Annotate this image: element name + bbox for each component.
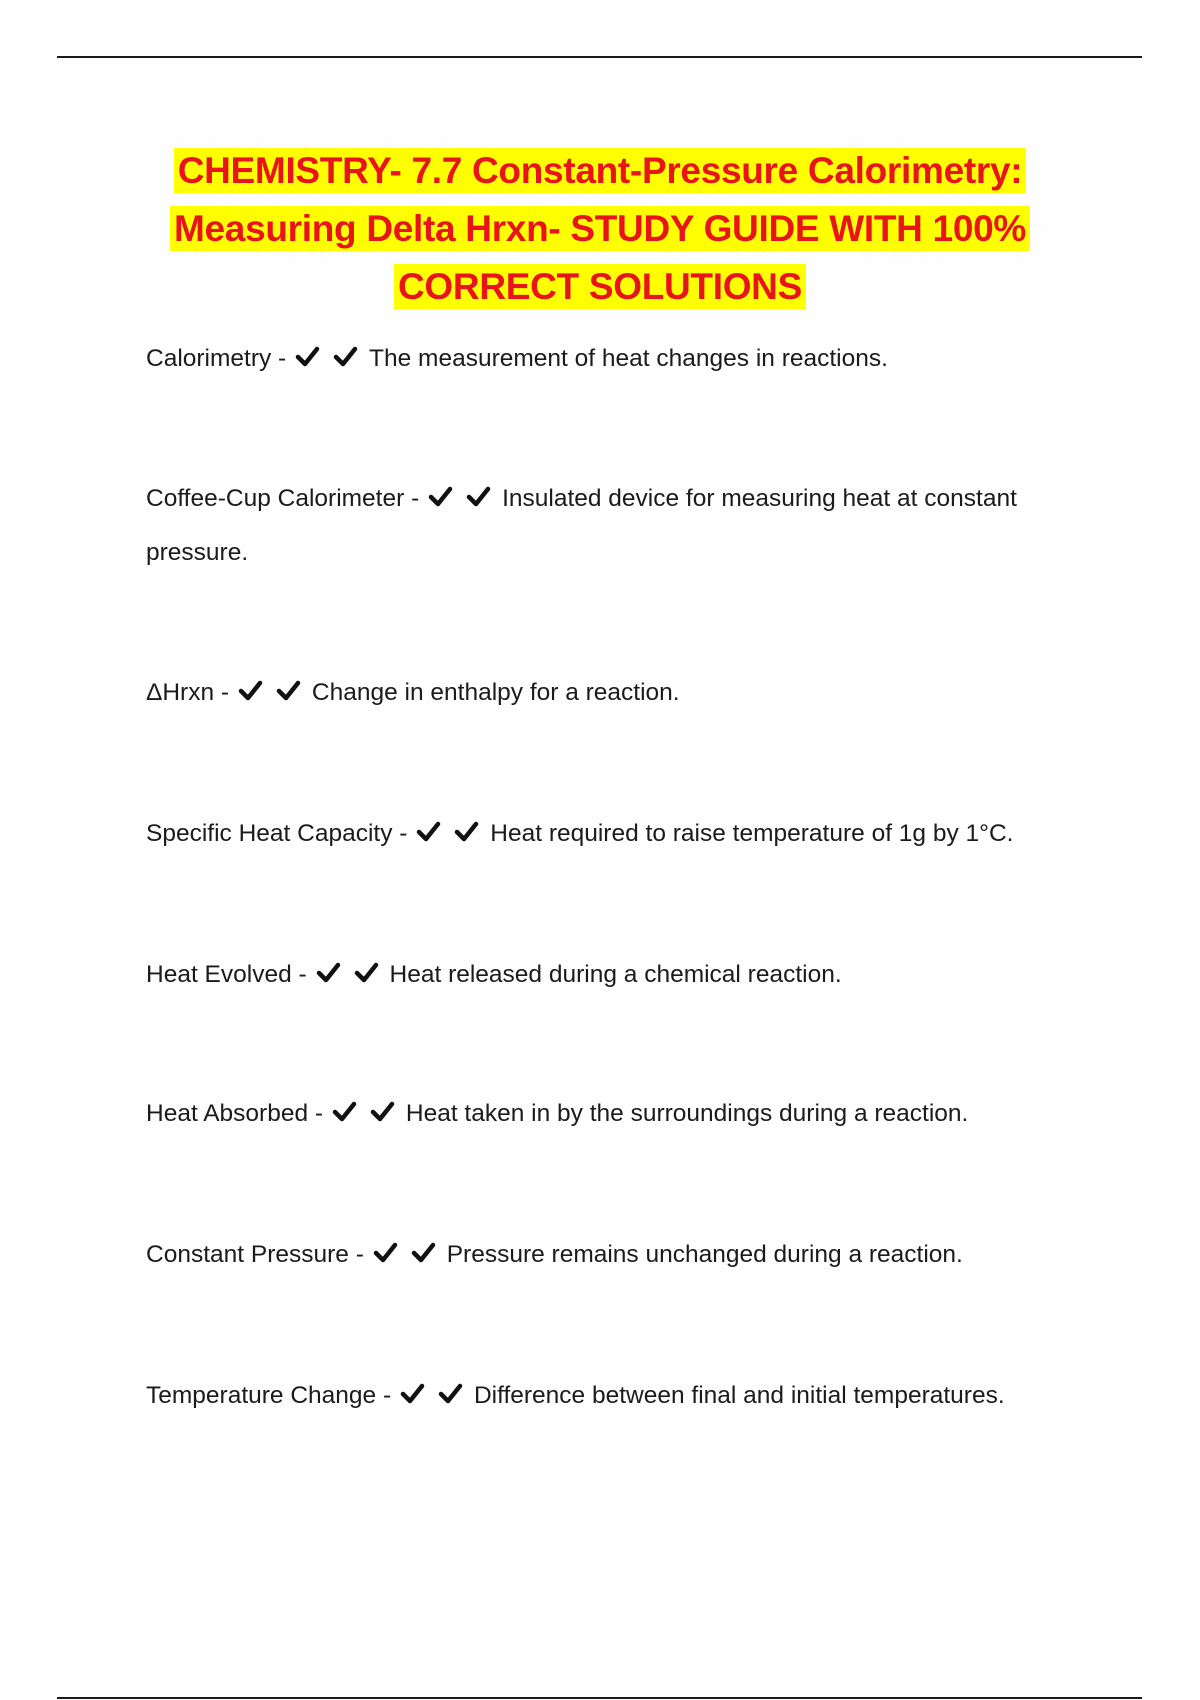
entry-term: Constant Pressure — [146, 1241, 349, 1268]
entry-separator: - — [308, 1100, 330, 1127]
check-icon — [238, 678, 272, 704]
entry-definition: Heat taken in by the surroundings during a reaction. — [405, 1100, 969, 1127]
entry-separator: - — [271, 345, 294, 372]
entry-term: Heat Evolved — [146, 961, 292, 988]
entry-term: Calorimetry — [146, 345, 272, 372]
entry-calorimetry — [146, 332, 1076, 386]
check-icon — [276, 678, 310, 704]
entry-term: Specific Heat Capacity — [146, 820, 393, 847]
document-title-text: CHEMISTRY- 7.7 Constant-Pressure Calorimetry: Measuring Delta Hrxn- STUDY GUIDE WITH 100% CORRECT SOLUTIONS — [170, 148, 1030, 309]
entry-temperature-change — [146, 1369, 1076, 1423]
entry-delta-hrxn — [146, 666, 1076, 720]
entry-definition: Change in enthalpy for a reaction. — [311, 679, 680, 706]
entry-coffee-cup-calorimeter — [146, 472, 1076, 580]
entry-definition: Heat required to raise temperature of 1g by 1°C. — [490, 820, 1014, 847]
bottom-rule — [57, 1697, 1142, 1699]
entry-separator: - — [404, 485, 427, 512]
entry-specific-heat-capacity — [146, 807, 1076, 861]
entry-definition: Pressure remains unchanged during a reaction. — [446, 1241, 963, 1268]
check-icon — [333, 344, 367, 370]
check-icon — [466, 484, 500, 510]
entry-definition: Heat released during a chemical reaction. — [389, 961, 842, 988]
check-icon — [373, 1240, 407, 1266]
entry-constant-pressure — [146, 1228, 1076, 1282]
entry-separator: - — [348, 1241, 371, 1268]
check-icon — [370, 1099, 404, 1125]
entry-separator: - — [291, 961, 314, 988]
check-icon — [438, 1381, 472, 1407]
entry-definition: Difference between final and initial temperatures. — [473, 1382, 1005, 1409]
entry-term: Heat Absorbed — [146, 1100, 309, 1127]
check-icon — [454, 819, 488, 845]
entry-term: ΔHrxn — [146, 679, 215, 706]
entry-definition: Insulated device for measuring heat at constant pressure. — [146, 485, 1017, 566]
check-icon — [332, 1099, 366, 1125]
check-icon — [411, 1240, 445, 1266]
check-icon — [295, 344, 329, 370]
entry-heat-absorbed — [146, 1087, 1076, 1141]
entry-term: Coffee-Cup Calorimeter — [146, 485, 405, 512]
entry-separator: - — [392, 820, 415, 847]
check-icon — [354, 960, 388, 986]
entry-term: Temperature Change — [146, 1382, 377, 1409]
entry-heat-evolved — [146, 948, 1076, 1002]
check-icon — [416, 819, 450, 845]
check-icon — [316, 960, 350, 986]
check-icon — [428, 484, 462, 510]
entry-separator: - — [376, 1382, 398, 1409]
entry-definition: The measurement of heat changes in reactions. — [369, 345, 888, 372]
check-icon — [400, 1381, 434, 1407]
entry-separator: - — [214, 679, 236, 706]
